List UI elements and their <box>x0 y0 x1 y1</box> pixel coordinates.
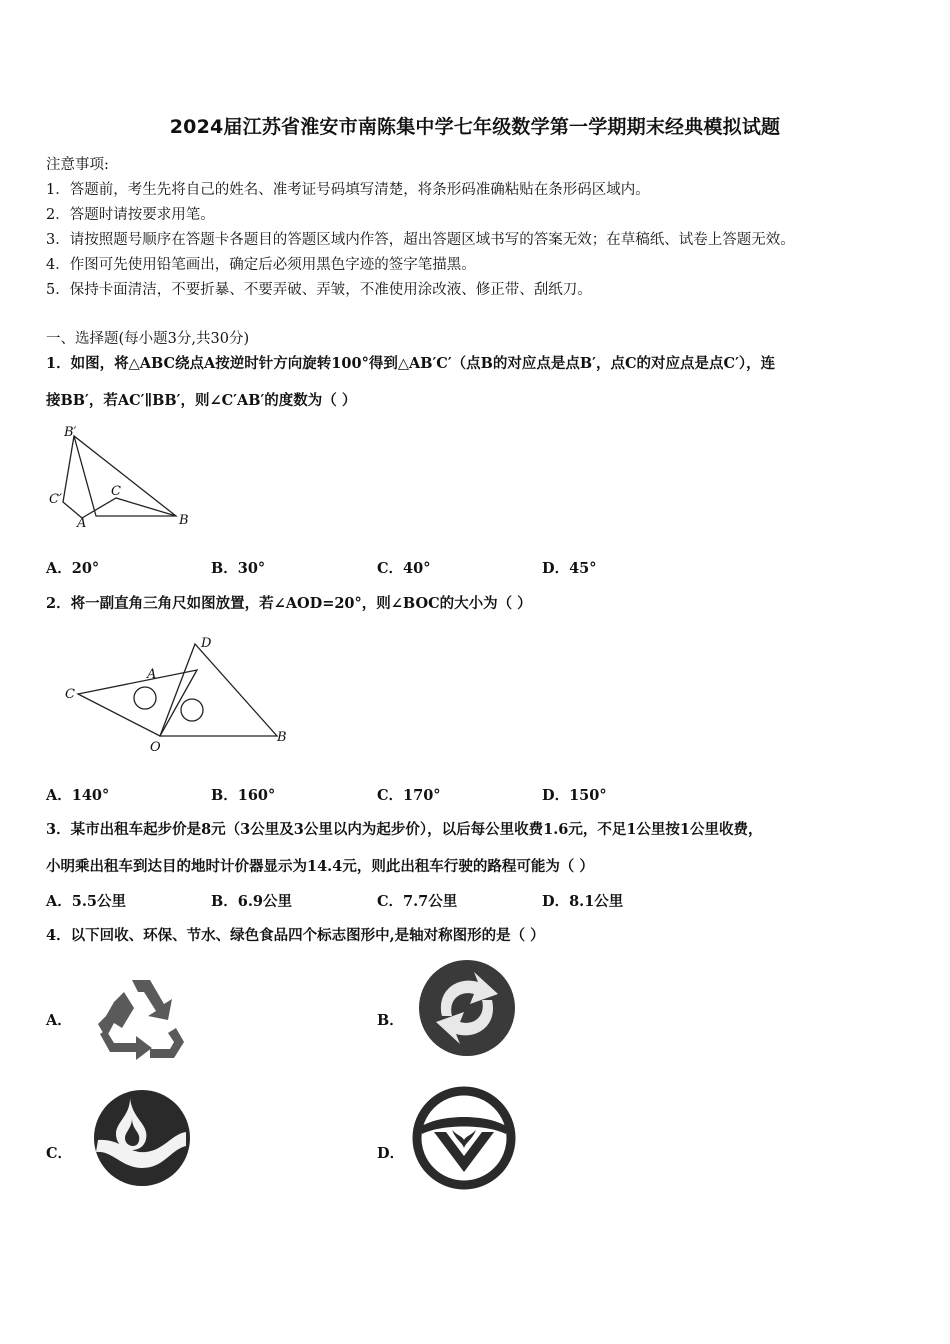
note-item: 4．作图可先使用铅笔画出，确定后必须用黑色字迹的签字笔描黑。 <box>46 257 476 273</box>
question-1-option-b[interactable]: B．30° <box>211 560 266 577</box>
question-1-figure <box>40 420 210 535</box>
water-saving-icon <box>90 1088 194 1188</box>
question-3-text: 3．某市出租车起步价是8元（3公里及3公里以内为起步价），以后每公里收费1.6元，不足1公里按1公里收费， <box>46 821 763 838</box>
question-4-option-b[interactable]: B． <box>377 1012 404 1029</box>
question-3-option-b[interactable]: B．6.9公里 <box>211 893 292 910</box>
question-2-figure <box>60 630 300 760</box>
green-food-icon <box>412 1088 516 1188</box>
note-item: 5．保持卡面清洁，不要折暴、不要弄破、弄皱，不准使用涂改液、修正带、刮纸刀。 <box>46 282 592 298</box>
question-1-option-c[interactable]: C．40° <box>377 560 431 577</box>
green-dot-icon <box>412 958 522 1058</box>
question-3-option-c[interactable]: C．7.7公里 <box>377 893 458 910</box>
label-d: D <box>201 636 212 651</box>
question-4-text: 4．以下回收、环保、节水、绿色食品四个标志图形中,是轴对称图形的是（ ） <box>46 927 545 944</box>
label-b-prime: B′ <box>64 425 77 440</box>
question-3-text-cont: 小明乘出租车到达目的地时计价器显示为14.4元，则此出租车行驶的路程可能为（ ） <box>46 858 594 875</box>
note-item: 1．答题前，考生先将自己的姓名、准考证号码填写清楚，将条形码准确粘贴在条形码区域内。 <box>46 182 650 198</box>
question-2-option-a[interactable]: A．140° <box>46 787 110 804</box>
page-title: 2024届江苏省淮安市南陈集中学七年级数学第一学期期末经典模拟试题 <box>169 116 781 138</box>
question-1-text: 1．如图，将△ABC绕点A按逆时针方向旋转100°得到△AB′C′（点B的对应点是点B′，点C的对应点是点C′），连 <box>46 355 776 372</box>
question-3-option-d[interactable]: D．8.1公里 <box>542 893 624 910</box>
label-c: C <box>65 687 75 702</box>
notes-heading: 注意事项: <box>46 157 109 173</box>
question-1-option-d[interactable]: D．45° <box>542 560 597 577</box>
question-1-text-cont: 接BB′，若AC′∥BB′，则∠C′AB′的度数为（ ） <box>46 392 357 409</box>
question-4-option-a[interactable]: A． <box>46 1012 72 1029</box>
label-b: B <box>277 730 287 745</box>
label-a: A <box>147 667 157 682</box>
label-b: B <box>179 513 189 528</box>
question-2-option-c[interactable]: C．170° <box>377 787 441 804</box>
question-1-option-a[interactable]: A．20° <box>46 560 100 577</box>
label-a: A <box>77 516 87 531</box>
label-c: C <box>111 484 121 499</box>
question-2-option-d[interactable]: D．150° <box>542 787 607 804</box>
recycle-icon <box>92 972 188 1062</box>
question-2-text: 2．将一副直角三角尺如图放置，若∠AOD=20°，则∠BOC的大小为（ ） <box>46 595 532 612</box>
question-2-option-b[interactable]: B．160° <box>211 787 276 804</box>
note-item: 2．答题时请按要求用笔。 <box>46 207 215 223</box>
question-3-option-a[interactable]: A．5.5公里 <box>46 893 126 910</box>
note-item: 3．请按照题号顺序在答题卡各题目的答题区域内作答，超出答题区域书写的答案无效；在草稿纸、试卷上答题无效。 <box>46 232 795 248</box>
label-c-prime: C′ <box>49 492 62 507</box>
label-o: O <box>150 740 161 755</box>
question-4-option-d[interactable]: D． <box>377 1145 405 1162</box>
section-heading: 一、选择题(每小题3分,共30分) <box>46 331 250 347</box>
question-4-option-c[interactable]: C． <box>46 1145 73 1162</box>
